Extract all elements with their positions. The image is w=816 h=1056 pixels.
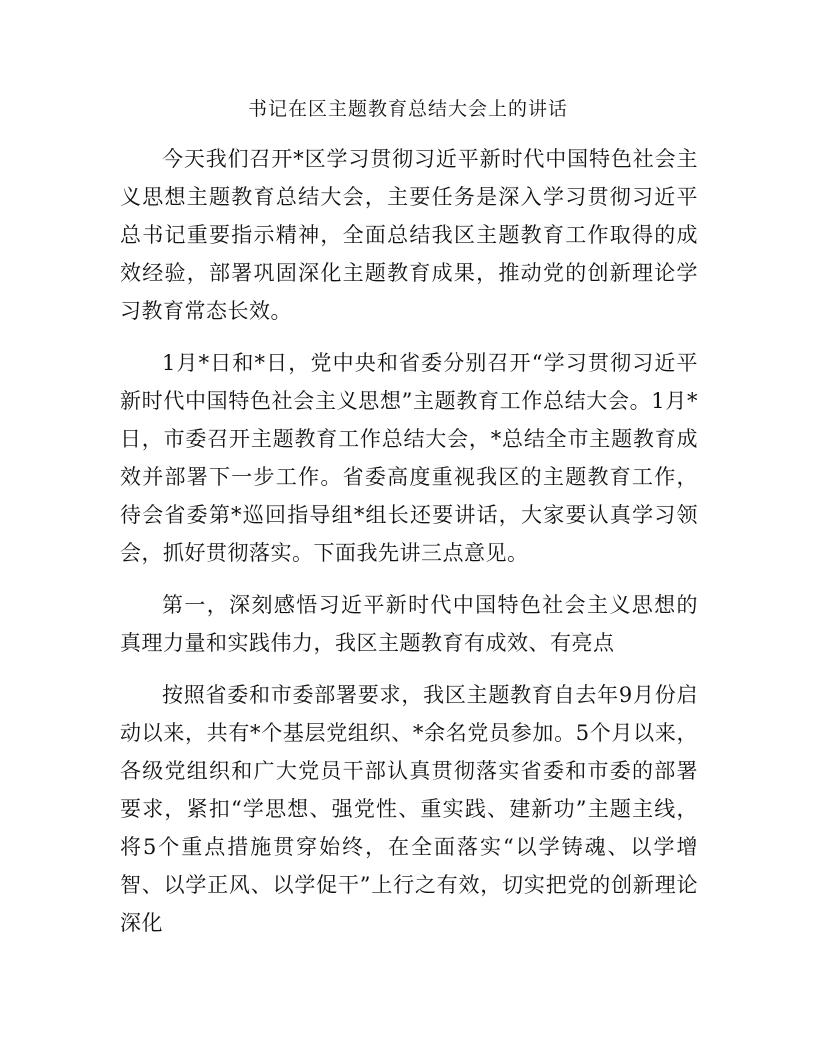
paragraph-achievements: 按照省委和市委部署要求，我区主题教育自去年9月份启动以来，共有*个基层党组织、*余名党员参加。5个月以来，各级党组织和广大党员干部认真贯彻落实省委和市委的部署要求，紧扣“学思想、强党性、重实践、建新功”主题主线，将5个重点措施贯穿始终，在全面落实“以学铸魂、以学增智、以学正风、以学促干”上行之有效，切实把党的创新理论深化 [120, 683, 698, 935]
paragraph-background: 1月*日和*日，党中央和省委分别召开“学习贯彻习近平新时代中国特色社会主义思想”主题教育工作总结大会。1月*日，市委召开主题教育工作总结大会，*总结全市主题教育成效并部署下一步工作。省委高度重视我区的主题教育工作，待会省委第*巡回指导组*组长还要讲话，大家要认真学习领会，抓好贯彻落实。下面我先讲三点意见。 [120, 351, 698, 565]
document-title: 书记在区主题教育总结大会上的讲话 [247, 98, 568, 120]
paragraph-section-heading: 第一，深刻感悟习近平新时代中国特色社会主义思想的真理力量和实践伟力，我区主题教育有成效、有亮点 [120, 593, 698, 655]
document-body [120, 140, 698, 956]
paragraph-intro: 今天我们召开*区学习贯彻习近平新时代中国特色社会主义思想主题教育总结大会，主要任务是深入学习贯彻习近平总书记重要指示精神，全面总结我区主题教育工作取得的成效经验，部署巩固深化主题教育成果，推动党的创新理论学习教育常态长效。 [120, 147, 698, 323]
